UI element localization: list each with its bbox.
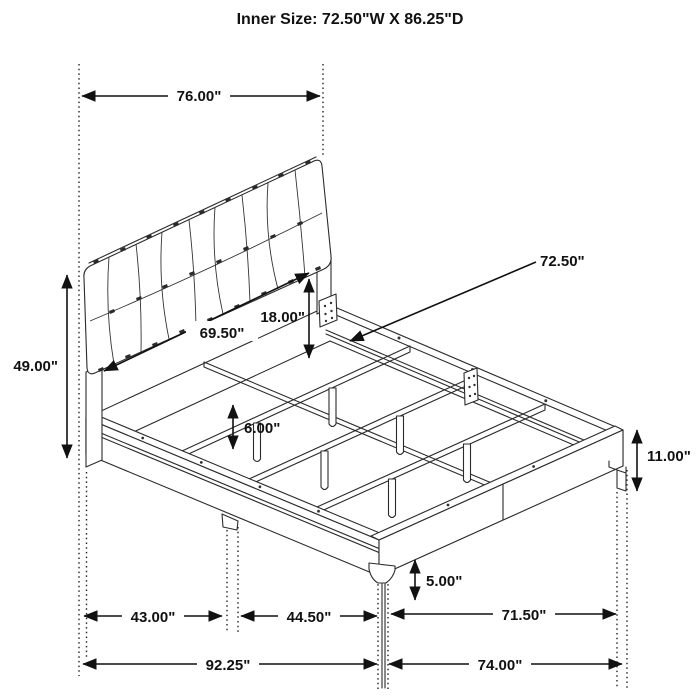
dimension-headboard-height [13,275,67,458]
dimension-inner-width-leader [350,253,585,341]
slat-leg [321,451,328,490]
dimension-span-overall-right [389,654,622,674]
dimension-label: 49.00" [13,358,58,375]
dimension-span-head-section [84,606,222,626]
dimension-label: 74.00" [477,657,523,674]
dimension-label: 6.00" [244,420,281,437]
slat [249,375,477,485]
dimension-label: 76.00" [176,88,222,105]
dimension-span-mid-section [241,606,377,626]
headboard-left-leg [86,365,102,467]
slat-leg [329,388,336,427]
dimension-label: 11.00" [647,448,691,465]
dimension-label: 5.00" [426,573,463,590]
extension-lines [79,64,627,690]
foot-leg [369,563,395,688]
dimension-label: 44.50" [286,609,332,626]
dimension-label: 43.00" [130,609,176,626]
side-rail-front [86,414,387,576]
dimension-label: 71.50" [501,607,547,624]
dimension-label: 72.50" [540,253,585,270]
dimension-side-rail-height [637,430,691,491]
dimension-label: 69.50" [199,325,245,342]
slat-leg [389,479,396,518]
dimension-span-foot-section [391,604,616,624]
slat-leg [397,416,404,455]
dimension-top-span [82,86,320,105]
page-title: Inner Size: 72.50"W X 86.25"D [236,11,464,28]
slat [182,346,410,457]
dimension-label: 18.00" [260,309,305,326]
slat-leg [464,444,471,483]
dimension-span-overall-left [83,654,377,674]
dimension-foot-leg-height [415,560,462,600]
dimension-label: 92.25" [205,657,251,674]
mounting-bracket-mid [464,368,478,405]
